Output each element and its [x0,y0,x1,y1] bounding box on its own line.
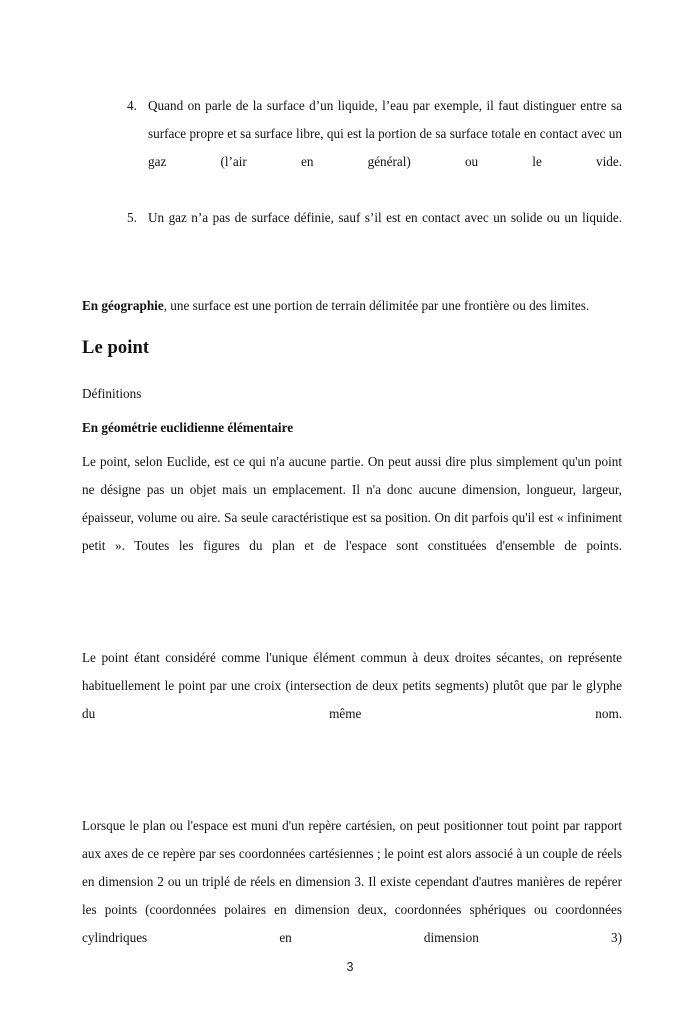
spacer [82,260,622,292]
list-item-text: Un gaz n’a pas de surface définie, sauf s’il est en contact avec un solide ou un liquide. [148,210,622,225]
list-item-text: Quand on parle de la surface d’un liquide, l’eau par exemple, il faut distinguer entre sa surface propre et sa surface libre, qui est la portion de sa surface totale en contact avec un gaz (l’air en général) ou le vide. [148,98,622,169]
numbered-list [82,92,622,260]
page-title: Le point [82,338,150,358]
spacer [82,320,622,334]
page-number: 3 [346,960,354,974]
body-paragraph-1: Le point, selon Euclide, est ce qui n'a aucune partie. On peut aussi dire plus simplement qu'un point ne désigne pas un objet mais un emplacement. Il n'a donc aucune dimension, longueur, largeur, épaisseur, volume ou aire. Sa seule caractéristique est sa position. On dit parfois qu'il est « infiniment petit ». Toutes les figures du plan et de l'espace sont constituées d'ensemble de points. [82,454,622,553]
spacer [82,588,622,644]
spacer [82,756,622,812]
list-item-marker: 4. [127,98,137,113]
page-content [82,92,622,980]
geography-paragraph [82,292,622,320]
spacer [82,362,622,380]
definitions-label: Définitions [82,386,142,401]
body-paragraph-3: Lorsque le plan ou l'espace est muni d'un repère cartésien, on peut positionner tout point par rapport aux axes de ce repère par ses coordonnées cartésiennes ; le point est alors associé à un couple de réels en dimension 2 ou un triplé de réels en dimension 3. Il existe cependant d'autres manières de repérer les points (coordonnées polaires en dimension deux, coordonnées sphériques ou coordonnées cylindriques en dimension 3) [82,818,622,945]
geography-paragraph-rest: , une surface est une portion de terrain délimitée par une frontière ou des limites. [163,298,590,313]
page-footer [0,958,700,976]
list-item [82,92,622,204]
geography-lead-bold: En géographie [82,298,164,313]
subheading-euclidean-geometry: En géométrie euclidienne élémentaire [82,420,294,435]
list-item [82,204,622,260]
list-item-marker: 5. [127,210,137,225]
body-paragraph-2: Le point étant considéré comme l'unique élément commun à deux droites sécantes, on représente habituellement le point par une croix (intersection de deux petits segments) plutôt que par le glyphe du même nom. [82,650,622,721]
